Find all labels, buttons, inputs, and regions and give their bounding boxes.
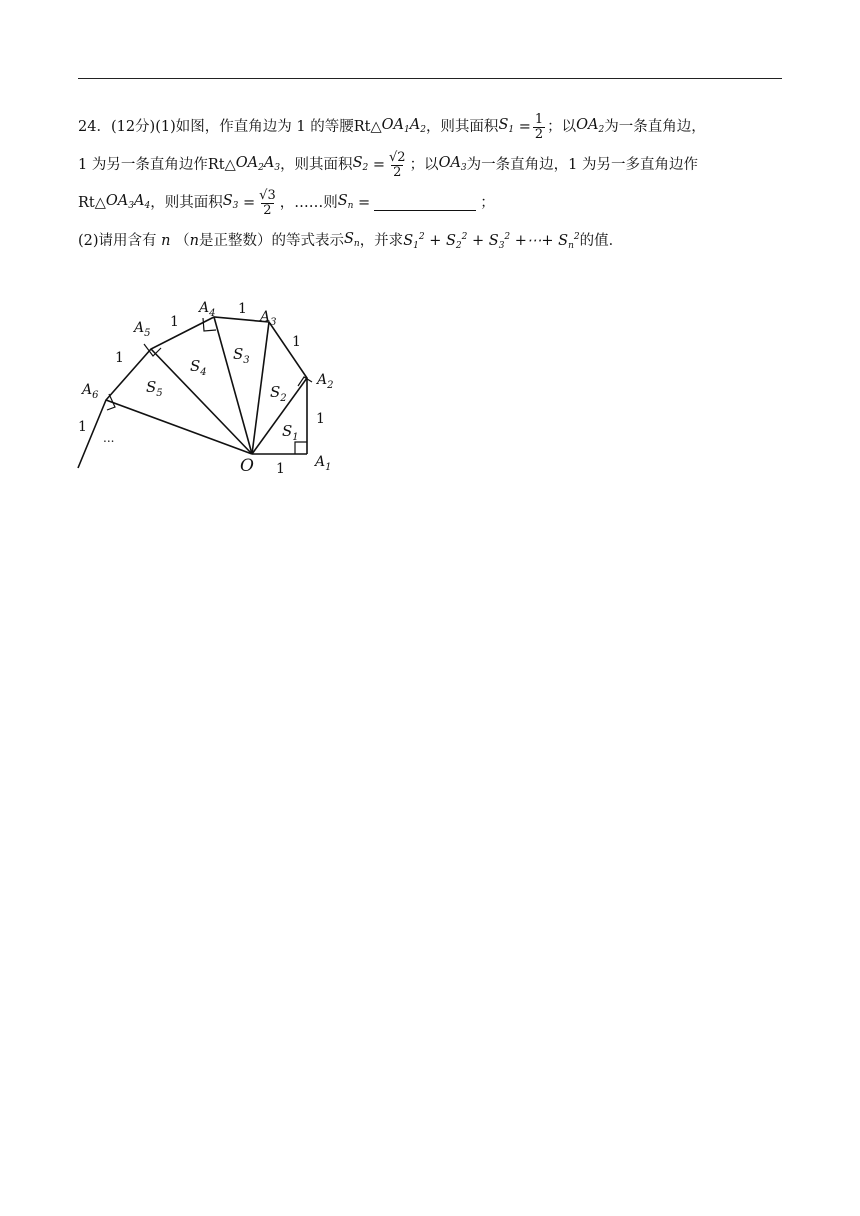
text: 为一条直角边， (604, 119, 706, 135)
math-sum: $S_1^2 + S_2^2 + S_3^2$ +⋯+ $S_n^2$ (403, 231, 580, 251)
math: n (189, 233, 199, 249)
edge-label-2: 1 (316, 411, 325, 427)
rt-symbol: Rt△ (353, 119, 382, 135)
text: ，则其面积 (150, 195, 223, 211)
region-s1: $S_1$ (282, 422, 299, 443)
fraction-s2 (387, 151, 408, 180)
math: $OA_1A_2$ (381, 116, 426, 135)
label-a1: $A_1$ (315, 454, 332, 473)
region-s5: $S_5$ (146, 378, 163, 399)
spiral-figure (72, 296, 372, 482)
label-a4: $A_4$ (199, 300, 216, 319)
rt-symbol: Rt△ (78, 195, 106, 211)
edge-label-4: 1 (238, 301, 247, 317)
problem-line-4 (78, 222, 784, 260)
text: ，并求 (359, 233, 404, 249)
numerator: 1 (534, 111, 544, 127)
problem-line-1: 24． (12分) (1) 如图，作直角边为 1 的等腰 Rt△ $OA_1A_2$ ，则其面积 $S_1$ = $\frac{1}{2}$ ；以 $OA_2$ 为一条直角边， (78, 108, 784, 146)
text: ； (480, 195, 495, 211)
text: 的值． (579, 233, 624, 249)
numerator: √2 (389, 149, 406, 165)
spiral-svg (72, 296, 372, 478)
text: ，……则 (279, 195, 338, 211)
label-a3: $A_3$ (260, 309, 277, 328)
problem-24 (78, 108, 784, 260)
math: $OA_2A_3$ (235, 154, 281, 173)
text: ；以 (547, 119, 577, 135)
part2-label: (2) (78, 233, 99, 249)
numerator: √3 (259, 187, 276, 203)
math: n (156, 233, 176, 249)
math: $OA_2$ (576, 116, 605, 135)
label-a2: $A_2$ (317, 372, 334, 391)
text: 请用含有 (98, 233, 157, 249)
edge-label-7: 1 (78, 419, 87, 435)
math: $S_1$ (498, 116, 515, 135)
text: ；以 (409, 157, 439, 173)
math: $OA_3$ (438, 154, 467, 173)
right-angle-a1 (295, 442, 307, 454)
math: $S_n$ (343, 230, 360, 249)
text: 为一条直角边，1 为另一多直角边作 (466, 157, 698, 173)
denominator: 2 (534, 126, 544, 142)
math: $S_2$ (352, 154, 369, 173)
text: （ (175, 233, 190, 249)
edge-label-5: 1 (170, 314, 179, 330)
text: ，则其面积 (425, 119, 499, 135)
region-s4: $S_4$ (190, 357, 207, 378)
header-rule (78, 78, 782, 79)
ellipsis: ... (103, 431, 115, 445)
region-s3: $S_3$ (233, 345, 250, 366)
problem-line-3: Rt△ $OA_3A_4$ ，则其面积 $S_3$ = $\frac{√3}{2}$ ，……则 $S_n$ = ； (78, 184, 784, 222)
text: 1 为另一条直角边作 (78, 157, 208, 173)
label-o: O (240, 456, 254, 476)
rt-symbol: Rt△ (207, 157, 236, 173)
text: ，则其面积 (280, 157, 353, 173)
denominator: 2 (263, 202, 272, 218)
denominator: 2 (393, 164, 402, 180)
spoke-oa6 (106, 400, 252, 454)
region-s2: $S_2$ (270, 383, 287, 404)
text: 是正整数）的等式表示 (198, 233, 344, 249)
answer-blank[interactable] (374, 196, 476, 211)
problem-line-2: 1 为另一条直角边作 Rt△ $OA_2A_3$ ，则其面积 $S_2$ = $\frac{√2}{2}$ ；以 $OA_3$ 为一条直角边，1 为另一多直角边作 (78, 146, 784, 184)
math: $OA_3A_4$ (105, 192, 151, 211)
fraction-s1 (533, 113, 545, 142)
problem-number: 24． (78, 119, 111, 135)
part1-label: (1) (155, 119, 176, 135)
edge-label-3: 1 (292, 334, 301, 350)
math: $S_n$ (337, 192, 354, 211)
text: 如图，作直角边为 1 的等腰 (175, 119, 354, 135)
math: $S_3$ (222, 192, 239, 211)
problem-points: (12分) (110, 119, 156, 135)
edge-label-1: 1 (276, 461, 285, 477)
label-a5: $A_5$ (134, 320, 151, 339)
label-a6: $A_6$ (82, 382, 99, 401)
fraction-s3 (257, 189, 278, 218)
edge-label-6: 1 (115, 350, 124, 366)
